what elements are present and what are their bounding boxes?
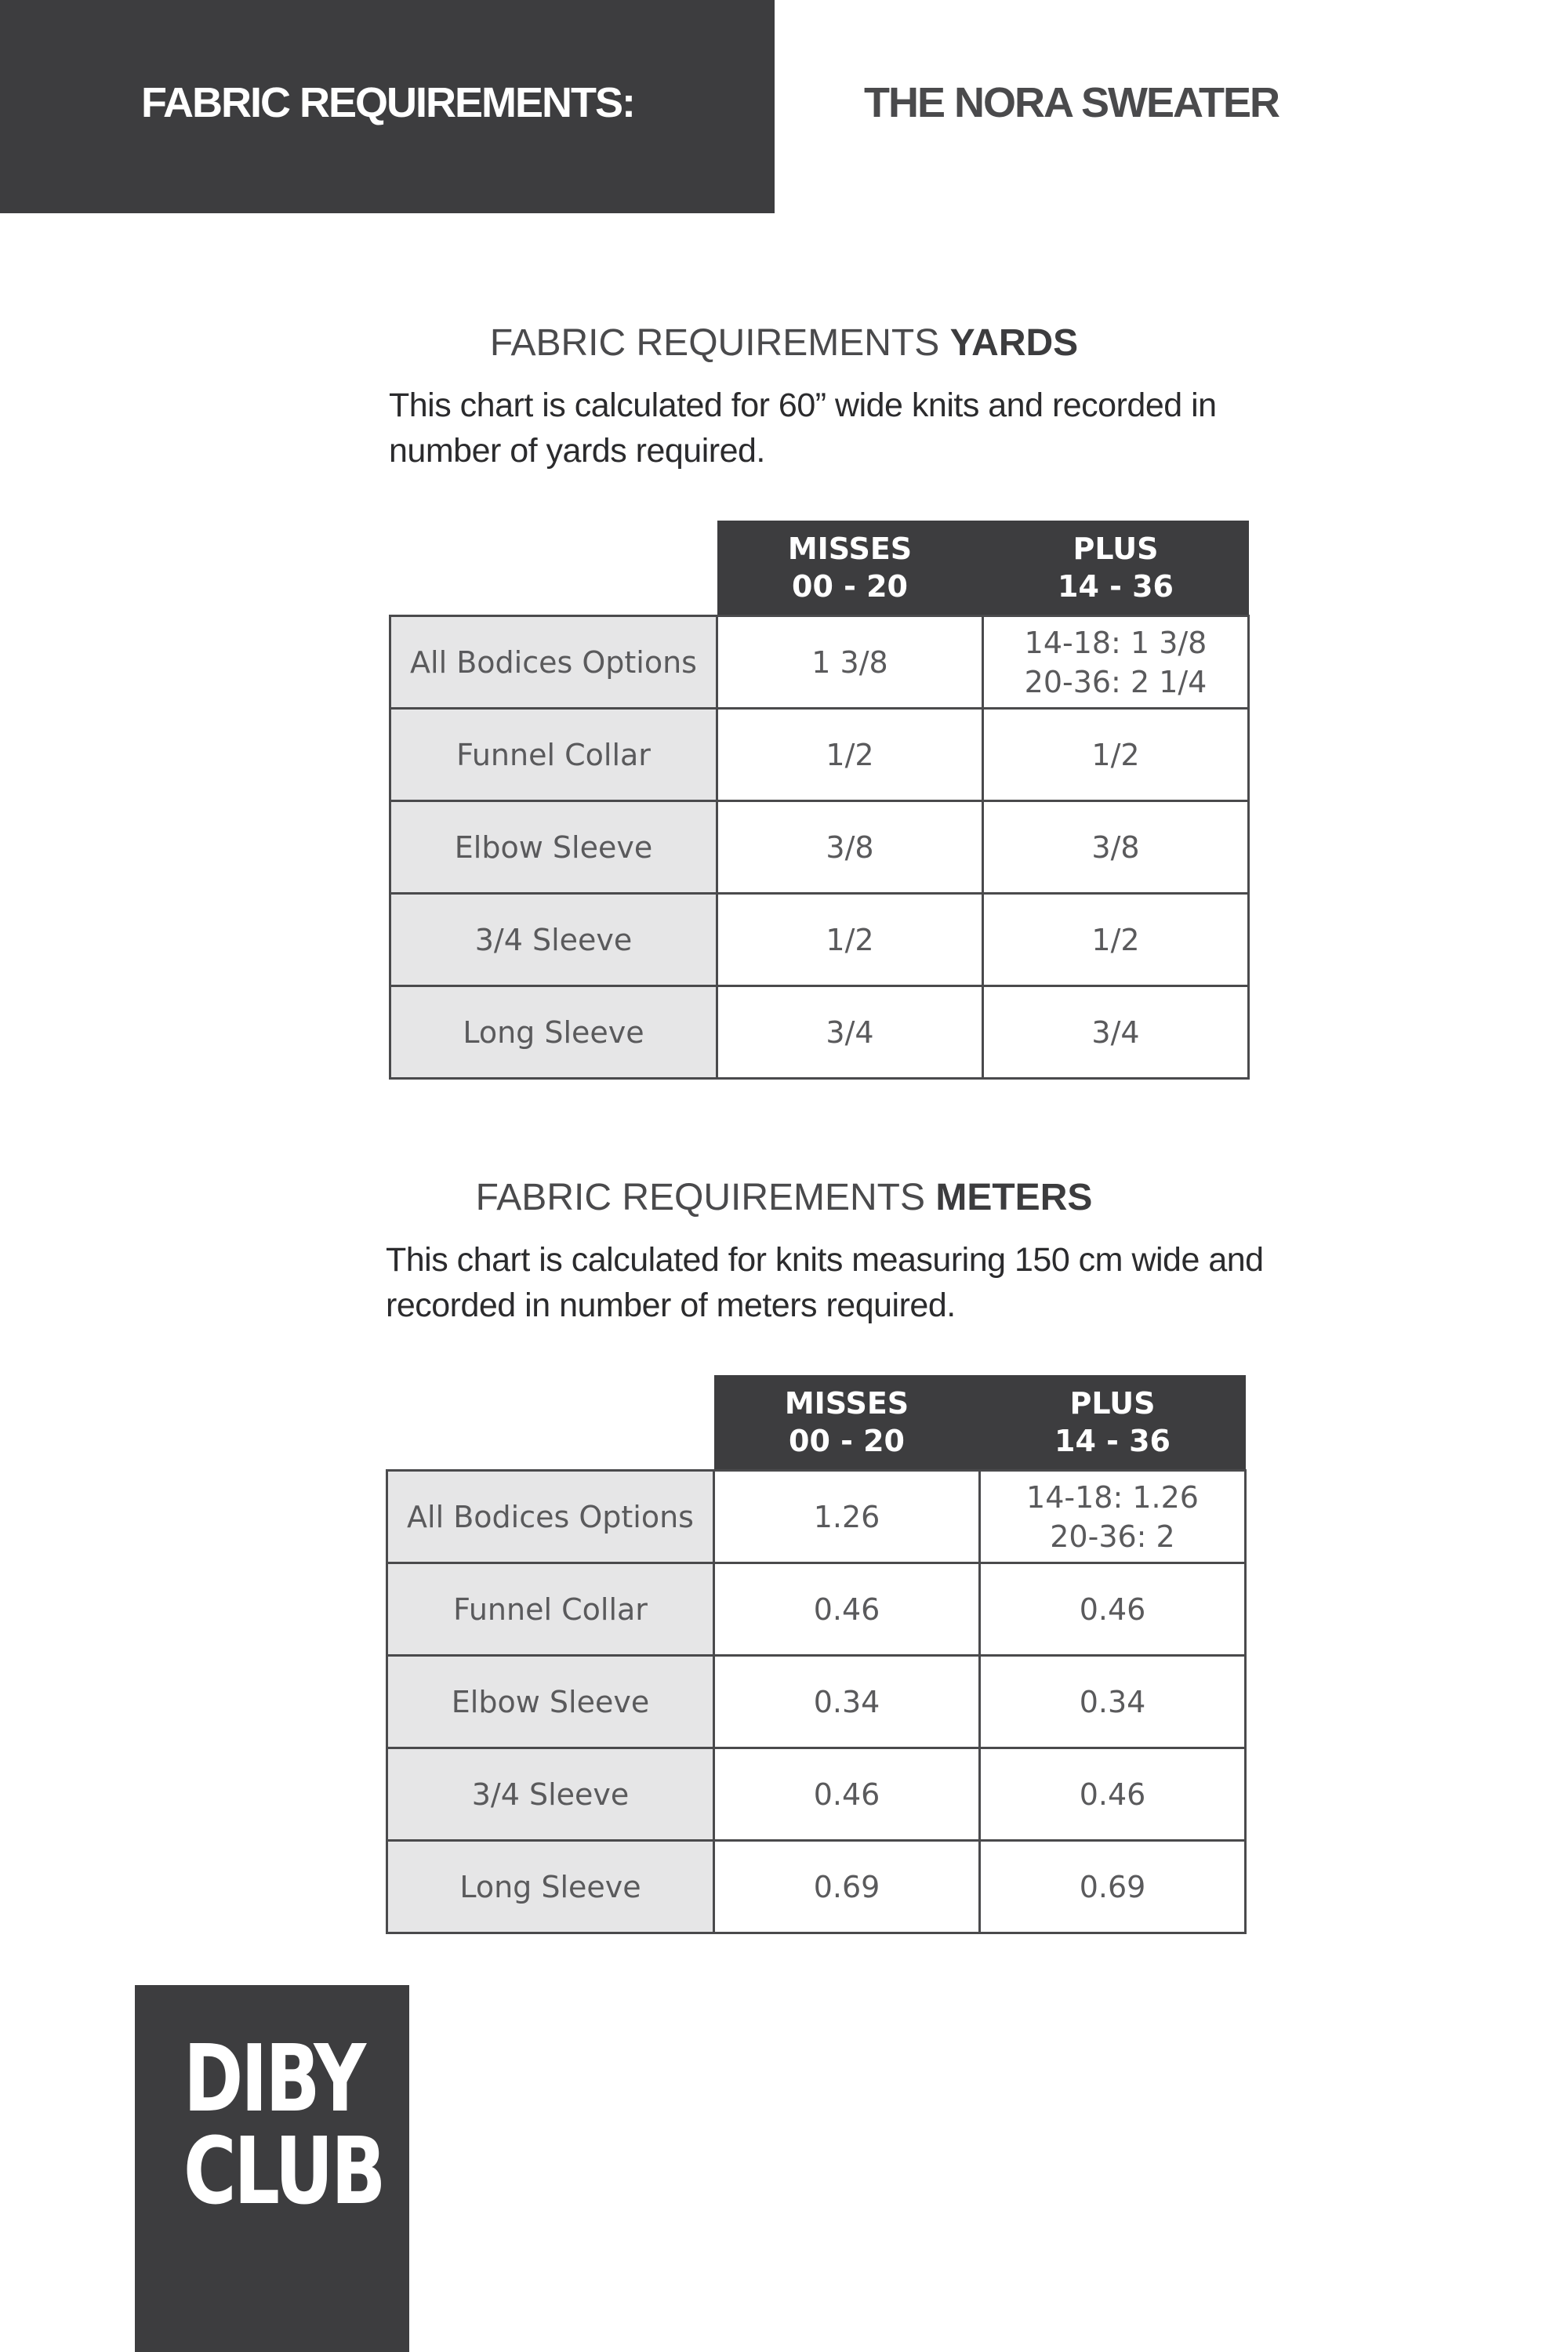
misses-value: 0.46: [714, 1563, 980, 1656]
plus-value: 0.69: [980, 1841, 1246, 1933]
plus-value: 0.46: [980, 1748, 1246, 1841]
meters-title-prefix: FABRIC REQUIREMENTS: [475, 1177, 926, 1218]
plus-value: 1/2: [983, 894, 1249, 986]
plus-value: 0.46: [980, 1563, 1246, 1656]
table-row: [390, 709, 1249, 801]
table-row: [387, 1471, 1246, 1563]
row-label: All Bodices Options: [390, 616, 717, 709]
meters-description: This chart is calculated for knits measuring 150 cm wide and recorded in number of meters required.: [386, 1241, 1264, 1324]
row-label: Elbow Sleeve: [387, 1656, 714, 1748]
table-row: [390, 616, 1249, 709]
yards-col-misses: MISSES 00 - 20: [717, 521, 983, 616]
meters-title-bold: METERS: [935, 1177, 1093, 1218]
plus-value: 14-18: 1 3/8 20-36: 2 1/4: [983, 616, 1249, 709]
plus-value: 14-18: 1.26 20-36: 2: [980, 1471, 1246, 1563]
yards-table: [389, 521, 1250, 1080]
misses-value: 0.34: [714, 1656, 980, 1748]
yards-title-prefix: FABRIC REQUIREMENTS: [489, 322, 940, 364]
misses-value: 3/8: [717, 801, 983, 894]
yards-section-title: [0, 321, 1568, 365]
table-row: [387, 1656, 1246, 1748]
yards-corner-cell: [390, 521, 717, 616]
row-label: 3/4 Sleeve: [387, 1748, 714, 1841]
table-row: [390, 801, 1249, 894]
misses-value: 0.46: [714, 1748, 980, 1841]
table-row: [390, 986, 1249, 1079]
meters-corner-cell: [387, 1375, 714, 1471]
row-label: Elbow Sleeve: [390, 801, 717, 894]
misses-value: 3/4: [717, 986, 983, 1079]
table-row: [387, 1748, 1246, 1841]
logo-wordmark: [183, 2024, 384, 2225]
plus-value: 0.34: [980, 1656, 1246, 1748]
row-label: 3/4 Sleeve: [390, 894, 717, 986]
misses-value: 1 3/8: [717, 616, 983, 709]
plus-value: 1/2: [983, 709, 1249, 801]
table-row: [390, 894, 1249, 986]
table-row: [387, 1563, 1246, 1656]
row-label: Long Sleeve: [390, 986, 717, 1079]
meters-col-misses: MISSES 00 - 20: [714, 1375, 980, 1471]
header-right-title: THE NORA SWEATER: [864, 79, 1279, 126]
header-band: [0, 0, 775, 213]
row-label: Funnel Collar: [387, 1563, 714, 1656]
table-row: [387, 1841, 1246, 1933]
misses-value: 1/2: [717, 709, 983, 801]
meters-col-plus: PLUS 14 - 36: [980, 1375, 1246, 1471]
yards-header-row: [390, 521, 1249, 616]
plus-value: 3/4: [983, 986, 1249, 1079]
yards-col-plus: PLUS 14 - 36: [983, 521, 1249, 616]
diby-club-logo: [135, 1985, 409, 2352]
misses-value: 1.26: [714, 1471, 980, 1563]
row-label: Long Sleeve: [387, 1841, 714, 1933]
plus-value: 3/8: [983, 801, 1249, 894]
yards-description: This chart is calculated for 60” wide knits and recorded in number of yards required.: [389, 387, 1217, 470]
meters-table: [386, 1375, 1247, 1934]
row-label: All Bodices Options: [387, 1471, 714, 1563]
misses-value: 1/2: [717, 894, 983, 986]
row-label: Funnel Collar: [390, 709, 717, 801]
logo-line-2: CLUB: [183, 2117, 384, 2225]
logo-line-1: DIBY: [183, 2024, 364, 2132]
meters-section-title: [0, 1176, 1568, 1219]
header-left-title: FABRIC REQUIREMENTS:: [141, 79, 635, 126]
meters-header-row: [387, 1375, 1246, 1471]
yards-title-bold: YARDS: [949, 322, 1079, 364]
misses-value: 0.69: [714, 1841, 980, 1933]
